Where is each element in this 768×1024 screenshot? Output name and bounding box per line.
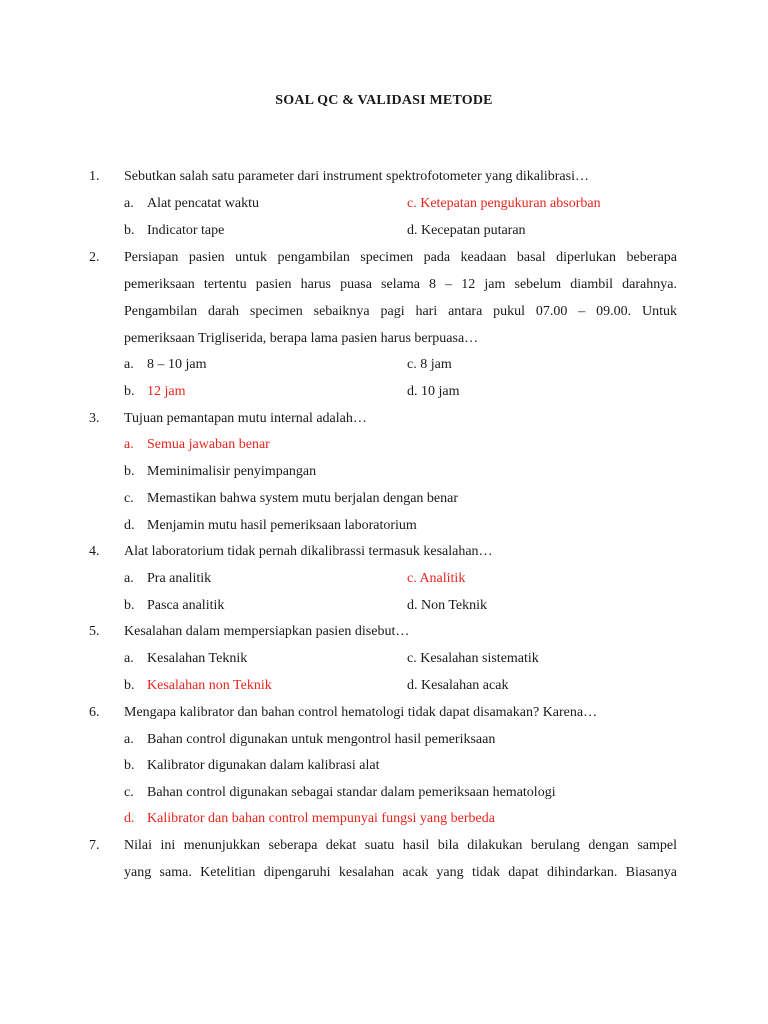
question-number: 3. <box>89 411 100 426</box>
option-c <box>124 785 556 801</box>
option-d: d. Kesalahan acak <box>407 678 509 693</box>
option-text: Indicator tape <box>147 223 225 238</box>
option-text: Bahan control digunakan untuk mengontrol hasil pemeriksaan <box>147 732 496 747</box>
option-text: Bahan control digunakan sebagai standar dalam pemeriksaan hematologi <box>147 785 556 800</box>
question-number: 6. <box>89 705 100 720</box>
page-title: SOAL QC & VALIDASI METODE <box>275 93 493 108</box>
option-b-correct <box>124 678 272 694</box>
option-letter: a. <box>124 651 134 666</box>
option-letter: d. <box>124 811 135 826</box>
option-text: Kesalahan non Teknik <box>147 678 272 693</box>
option-text: 12 jam <box>147 384 186 399</box>
option-c <box>124 491 458 507</box>
option-text: Kalibrator digunakan dalam kalibrasi alat <box>147 758 380 773</box>
question-text-line: pemeriksaan Trigliserida, berapa lama pasien harus berpuasa… <box>124 331 479 346</box>
question-number: 1. <box>89 169 100 184</box>
question-number: 7. <box>89 838 100 853</box>
option-text: Pasca analitik <box>147 598 225 613</box>
question-text-line: yang sama. Ketelitian dipengaruhi kesalahan acak yang tidak dapat dihindarkan. Biasanya <box>124 865 677 880</box>
option-letter: a. <box>124 732 134 747</box>
option-d <box>124 518 417 534</box>
question-text-line: Pengambilan darah specimen sebaiknya pagi hari antara pukul 07.00 – 09.00. Untuk <box>124 304 677 319</box>
option-letter: c. <box>124 491 134 506</box>
question-text: Tujuan pemantapan mutu internal adalah… <box>124 411 367 426</box>
option-text: Kalibrator dan bahan control mempunyai fungsi yang berbeda <box>147 811 495 826</box>
option-text: Kesalahan Teknik <box>147 651 248 666</box>
option-letter: a. <box>124 571 134 586</box>
option-b <box>124 223 224 239</box>
option-text: Meminimalisir penyimpangan <box>147 464 317 479</box>
option-letter: d. <box>124 518 135 533</box>
option-c-correct: c. Analitik <box>407 571 466 586</box>
option-letter: b. <box>124 678 135 693</box>
option-text: 8 – 10 jam <box>147 357 207 372</box>
option-letter: b. <box>124 464 135 479</box>
question-text-line: Persiapan pasien untuk pengambilan specimen pada keadaan basal diperlukan beberapa <box>124 250 677 265</box>
question-number: 5. <box>89 624 100 639</box>
option-text: Semua jawaban benar <box>147 437 270 452</box>
option-letter: c. <box>124 785 134 800</box>
option-a <box>124 196 259 212</box>
option-c-correct: c. Ketepatan pengukuran absorban <box>407 196 601 211</box>
option-text: Alat pencatat waktu <box>147 196 259 211</box>
option-a <box>124 651 247 667</box>
option-a <box>124 732 495 748</box>
option-c: c. 8 jam <box>407 357 452 372</box>
option-a <box>124 571 211 587</box>
option-letter: b. <box>124 758 135 773</box>
option-letter: b. <box>124 223 135 238</box>
option-d-correct <box>124 811 495 827</box>
option-b <box>124 464 316 480</box>
option-text: Pra analitik <box>147 571 212 586</box>
question-text: Kesalahan dalam mempersiapkan pasien disebut… <box>124 624 410 639</box>
question-text: Mengapa kalibrator dan bahan control hematologi tidak dapat disamakan? Karena… <box>124 705 598 720</box>
option-letter: a. <box>124 357 134 372</box>
question-text-line: pemeriksaan tertentu pasien harus puasa selama 8 – 12 jam sebelum diambil darahnya. <box>124 277 677 292</box>
option-a-correct <box>124 437 270 453</box>
option-d: d. Non Teknik <box>407 598 488 613</box>
option-letter: b. <box>124 384 135 399</box>
question-text: Sebutkan salah satu parameter dari instrument spektrofotometer yang dikalibrasi… <box>124 169 589 184</box>
option-letter: a. <box>124 196 134 211</box>
option-a <box>124 357 207 373</box>
option-text: Memastikan bahwa system mutu berjalan dengan benar <box>147 491 459 506</box>
question-number: 2. <box>89 250 100 265</box>
question-text: Alat laboratorium tidak pernah dikalibrassi termasuk kesalahan… <box>124 544 493 559</box>
option-letter: a. <box>124 437 134 452</box>
option-d: d. 10 jam <box>407 384 460 399</box>
option-d: d. Kecepatan putaran <box>407 223 526 238</box>
question-text-line: Nilai ini menunjukkan seberapa dekat suatu hasil bila dilakukan berulang dengan sampel <box>124 838 677 853</box>
option-b <box>124 598 224 614</box>
option-b-correct <box>124 384 186 400</box>
question-number: 4. <box>89 544 100 559</box>
option-c: c. Kesalahan sistematik <box>407 651 539 666</box>
option-b <box>124 758 379 774</box>
option-letter: b. <box>124 598 135 613</box>
option-text: Menjamin mutu hasil pemeriksaan laboratorium <box>147 518 417 533</box>
